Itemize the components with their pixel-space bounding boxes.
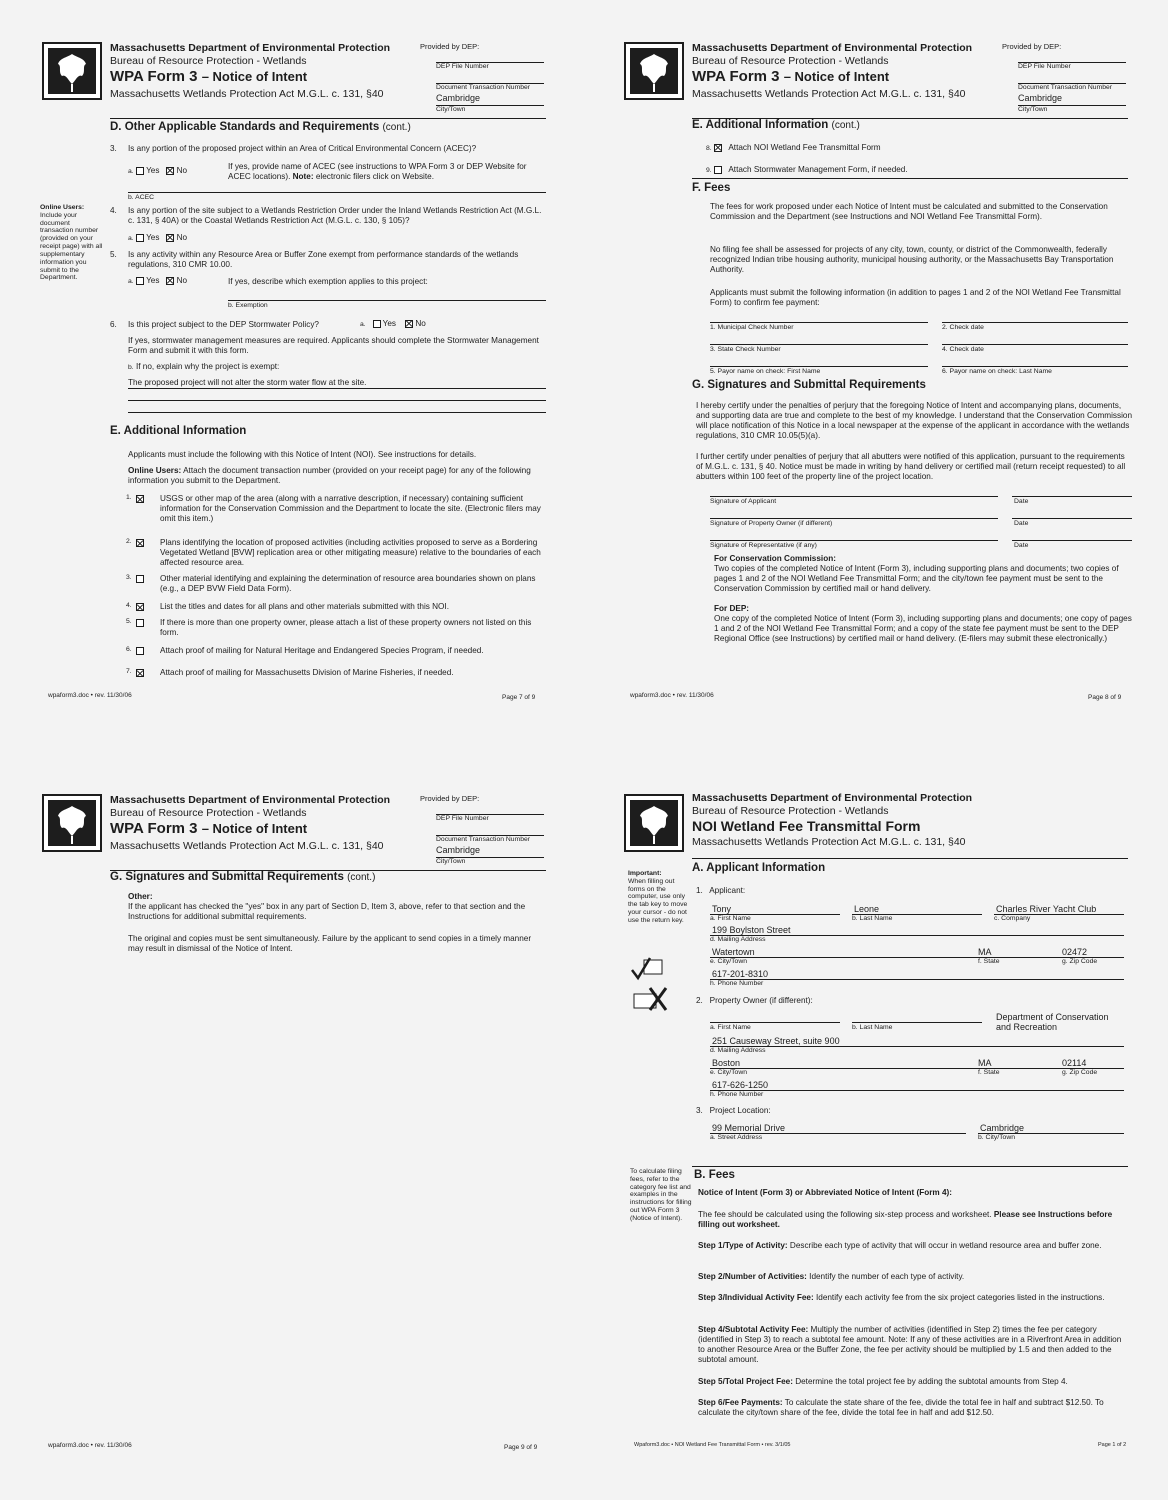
- rep-signature-label: Signature of Representative (if any): [710, 542, 817, 549]
- address-label: d. Mailing Address: [710, 936, 766, 943]
- noi-heading: Notice of Intent (Form 3) or Abbreviated Notice of Intent (Form 4):: [698, 1188, 952, 1197]
- q4-no-checkbox[interactable]: [166, 234, 174, 242]
- owner-state[interactable]: MA: [978, 1058, 992, 1068]
- e-item-5-checkbox[interactable]: [136, 619, 144, 627]
- location-city-label: b. City/Town: [978, 1134, 1016, 1141]
- owner-phone[interactable]: 617-626-1250: [712, 1080, 769, 1090]
- return-key-x-icon: [632, 986, 672, 1012]
- last-name-label: b. Last Name: [852, 915, 893, 922]
- applicant-address[interactable]: 199 Boylston Street: [712, 925, 791, 935]
- fees-paragraph-3: Applicants must submit the following information (in addition to pages 1 and 2 of the NOI Wetland Fee Transmittal Form) to confirm fee payment:: [710, 288, 1121, 307]
- applicant-signature-label: Signature of Applicant: [710, 498, 777, 505]
- page-7: Massachusetts Department of Environmental Protection Bureau of Resource Protection - Wetlands WPA Form 3 – Notice of Intent Massachusetts Wetlands Protection Act M.G.L. c. 131, §40 Provided by DEP: DEP File Number Document Transaction Number Cambridge City/Town D. Other Applicable Standards and Requirements (cont.) 3. Is any portion of the proposed project within an Area of Critical Environmental Concern (ACEC)? a. Yes No If yes, provide name of ACEC (see instructions to WPA Form 3 or DEP Website for ACEC locations). Note: electronic filers click on Website. b. ACEC Online Users: Include your document transaction number (provided on your receipt page) with all supplementary information you submit to the Department. 4. Is any portion of the site subject to a Wetlands Restriction Order under the Inland Wetlands Restriction Act (M.G.L. c. 131, § 40A) or the Coastal Wetlands Restriction Act (M.G.L. c. 130, § 105)? a. Yes No 5. Is any activity within any Resource Area or Buffer Zone exempt from performance standards of the wetlands regulations, 310 CMR 10.00. a. Yes No If yes, describe which exemption applies to this project: b. Exemption 6. Is this project subject to the DEP Stormwater Policy? a. Yes No If yes, stormwater management measures are required. Applicants should complete the Stormwater Management Form and submit it with this form. b. If no, explain why the project is exempt: The proposed project will not alter the storm water flow at the site. E. Additional Information Applicants must include the following with this Notice of Intent (NOI). See instructions for details. Online Users: Attach the document transaction number (provided on your receipt page) for any of the following information you submit to the Department. 1. USGS or other map of the area (along with a narrative description, if necessary) containing sufficient information for the Conservation Commission and the Department to locate the site. (Electronic filers may omit this item.) 2. Plans identifying the location of proposed activities (including activities proposed to serve as a Bordering Vegetated Wetland [BVW] replication area or other mitigating measure) relative to the boundaries of each affected resource area. 3. Other material identifying and explaining the determination of resource area boundaries shown on plans (e.g., a DEP BVW Field Data Form). 4. List the titles and dates for all plans and other materials submitted with this NOI. 5. If there is more than one property owner, please attach a list of these property owners not listed on this form. 6. Attach proof of mailing for Natural Heritage and Endangered Species Program, if needed. 7. Attach proof of mailing for Massachusetts Division of Marine Fisheries, if needed. wpaform3.doc • rev. 11/30/06 Page 7 of 9: [40, 38, 600, 758]
- step-1: Step 1/Type of Activity: Describe each type of activity that will occur in wetland resource area and buffer zone.: [698, 1241, 1102, 1250]
- owner-signature-field[interactable]: [710, 518, 998, 519]
- form-header: [40, 790, 600, 870]
- owner-date-label: Date: [1014, 520, 1029, 527]
- e-item-2-checkbox[interactable]: [136, 539, 144, 547]
- rep-date-field[interactable]: [1012, 540, 1132, 541]
- fee-transmittal-page: [622, 790, 1168, 1500]
- owner-city-label: e. City/Town: [710, 1069, 748, 1076]
- acec-field[interactable]: [128, 192, 546, 193]
- rule: [710, 1046, 1124, 1047]
- bureau-name: Bureau of Resource Protection - Wetlands: [692, 55, 889, 67]
- dep-logo: [624, 794, 684, 852]
- rule: [710, 1090, 1124, 1091]
- bureau-name: Bureau of Resource Protection - Wetlands: [692, 805, 889, 817]
- municipal-check-field[interactable]: [710, 322, 928, 323]
- step-2: Step 2/Number of Activities: Identify the number of each type of activity.: [698, 1272, 965, 1281]
- city-value: Cambridge: [436, 93, 481, 103]
- for-dep-heading: For DEP:: [714, 604, 750, 613]
- city-label: City/Town: [436, 105, 544, 114]
- project-city[interactable]: Cambridge: [980, 1123, 1025, 1133]
- fees-paragraph-1: The fees for work proposed under each Notice of Intent must be calculated and submitted to the Conservation Commission and the Department (see Instructions and NOI Wetland Fee Transmittal Form).: [710, 202, 1108, 221]
- q6-note: If yes, stormwater management measures are required. Applicants should complete the Stormwater Management Form and submit it with this form.: [128, 336, 539, 355]
- transaction-number-field[interactable]: Document Transaction Number: [436, 83, 544, 92]
- section-e-title: E. Additional Information: [110, 425, 247, 437]
- agency-name: Massachusetts Department of Environmental Protection: [692, 792, 973, 804]
- dep-logo: [42, 794, 102, 852]
- owner-last-name-label: b. Last Name: [852, 1024, 893, 1031]
- transaction-number-field[interactable]: Document Transaction Number: [1018, 83, 1126, 92]
- applicant-zip[interactable]: 02472: [1062, 947, 1088, 957]
- phone-label: h. Phone Number: [710, 980, 764, 987]
- owner-company[interactable]: Department of Conservation and Recreation: [996, 1012, 1109, 1033]
- e-item-7-checkbox[interactable]: [136, 669, 144, 677]
- applicant-last-name[interactable]: Leone: [854, 904, 880, 914]
- q6b-answer[interactable]: The proposed project will not alter the storm water flow at the site.: [128, 378, 367, 387]
- q6b-line-3: [128, 412, 546, 413]
- check-date-2-field[interactable]: [942, 322, 1128, 323]
- q3-yes-note: If yes, provide name of ACEC (see instructions to WPA Form 3 or DEP Website for ACEC locations). Note: electronic filers click on Website.: [228, 162, 527, 181]
- owner-state-label: f. State: [978, 1069, 1000, 1076]
- rep-date-label: Date: [1014, 542, 1029, 549]
- form-title: WPA Form 3 – Notice of Intent: [110, 68, 308, 85]
- owner-address-label: d. Mailing Address: [710, 1047, 766, 1054]
- important-note: Important: When filling out forms on the computer, use only the tab key to move your cursor - do not use the return key.: [628, 870, 688, 924]
- check-date-4-field[interactable]: [942, 344, 1128, 345]
- step-4: Step 4/Subtotal Activity Fee: Multiply the number of activities (identified in Step 2) times the fee per category (identified in Step 3) to reach a subtotal fee amount. Note: If any of these activities are in a Riverfront Area in addition to another Resource Area or the Buffer Zone, the fee per activity should be multiplied by 1.5 and then added to the subtotal amount.: [698, 1325, 1122, 1364]
- exemption-field[interactable]: [228, 300, 546, 301]
- e-item-4-checkbox[interactable]: [136, 603, 144, 611]
- e-item-1-checkbox[interactable]: [136, 495, 144, 503]
- section-g-title: G. Signatures and Submittal Requirements (cont.): [110, 871, 376, 883]
- for-cc-heading: For Conservation Commission:: [714, 554, 836, 563]
- applicant-date-field[interactable]: [1012, 496, 1132, 497]
- applicant-city[interactable]: Watertown: [712, 947, 755, 957]
- section-f-title: F. Fees: [692, 182, 731, 194]
- q3-answer: a. Yes No: [128, 166, 188, 175]
- certification-paragraph: I hereby certify under the penalties of perjury that the foregoing Notice of Intent and accompanying plans, documents, and supporting data are true and complete to the best of my knowledge. I understand that the Conservation Commission will place notification of this Notice in a local newspaper at the expense of the applicant in accordance with the wetlands regulations, 310 CMR 10.05(5)(a).: [696, 401, 1133, 440]
- other-heading: Other:: [128, 892, 153, 901]
- e-item-9-checkbox[interactable]: [714, 166, 722, 174]
- q3-no-checkbox[interactable]: [166, 167, 174, 175]
- section-d-title: D. Other Applicable Standards and Requirements (cont.): [110, 121, 411, 133]
- abutters-paragraph: I further certify under penalties of perjury that all abutters were notified of this application, pursuant to the requirements of M.G.L. c. 131, § 40. Notice must be made in writing by hand delivery or certified mail (return receipt requested) to all abutters within 100 feet of the property line of the project location.: [696, 452, 1126, 481]
- q6b-line-1: [128, 388, 546, 389]
- calc-note: To calculate filing fees, refer to the category fee list and examples in the instructions for filling out WPA Form 3 (Notice of Intent).: [630, 1168, 692, 1222]
- act-citation: Massachusetts Wetlands Protection Act M.G.L. c. 131, §40: [110, 840, 384, 852]
- first-name-label: a. First Name: [710, 915, 751, 922]
- other-text: If the applicant has checked the "yes" box in any part of Section D, Item 3, above, refer to that section and the Instructions for additional submittal requirements.: [128, 902, 526, 921]
- payor-last-field[interactable]: [942, 366, 1128, 367]
- q4-yes-checkbox[interactable]: [136, 234, 144, 242]
- state-check-label: 3. State Check Number: [710, 346, 781, 353]
- e-item-8: 8. Attach NOI Wetland Fee Transmittal Form: [706, 143, 881, 152]
- exemption-label: b. Exemption: [228, 302, 268, 309]
- footer-page-number: Page 8 of 9: [1088, 694, 1122, 701]
- rule: [710, 935, 1124, 936]
- location-heading: 3. Project Location:: [696, 1106, 771, 1115]
- timing-paragraph: The original and copies must be sent simultaneously. Failure by the applicant to send copies in a timely manner may result in dismissal of the Notice of Intent.: [128, 934, 532, 953]
- municipal-check-label: 1. Municipal Check Number: [710, 324, 794, 331]
- zip-label: g. Zip Code: [1062, 958, 1098, 965]
- payor-last-label: 6. Payor name on check: Last Name: [942, 368, 1052, 375]
- section-rule: [692, 1166, 1128, 1167]
- applicant-first-name[interactable]: Tony: [712, 904, 732, 914]
- footer-page-number: Page 9 of 9: [504, 1444, 538, 1451]
- dep-file-number-field[interactable]: DEP File Number: [436, 62, 544, 71]
- dep-logo: [42, 42, 102, 100]
- q5-no-checkbox[interactable]: [166, 277, 174, 285]
- street-label: a. Street Address: [710, 1134, 763, 1141]
- footer-page-number: Page 7 of 9: [502, 694, 536, 701]
- city-value: Cambridge: [436, 845, 481, 855]
- acec-label: b. ACEC: [128, 194, 155, 201]
- act-citation: Massachusetts Wetlands Protection Act M.G.L. c. 131, §40: [692, 88, 966, 100]
- city-label: City/Town: [1018, 105, 1126, 114]
- page-8: [622, 38, 1168, 758]
- provided-by-label: Provided by DEP:: [420, 794, 480, 803]
- q5-yes-note: If yes, describe which exemption applies to this project:: [228, 277, 428, 286]
- q5-answer: a. Yes No: [128, 276, 188, 285]
- tab-key-check-icon: [630, 956, 664, 982]
- state-check-field[interactable]: [710, 344, 928, 345]
- section-rule: [110, 118, 546, 119]
- bureau-name: Bureau of Resource Protection - Wetlands: [110, 55, 307, 67]
- applicant-date-label: Date: [1014, 498, 1029, 505]
- provided-by-label: Provided by DEP:: [1002, 42, 1062, 51]
- rule: [710, 1022, 840, 1023]
- step-3: Step 3/Individual Activity Fee: Identify each activity fee from the six project categories listed in the instructions.: [698, 1293, 1105, 1302]
- e-item-6-checkbox[interactable]: [136, 647, 144, 655]
- rule: [852, 1022, 982, 1023]
- section-a-title: A. Applicant Information: [692, 862, 826, 874]
- owner-address[interactable]: 251 Causeway Street, suite 900: [712, 1036, 840, 1046]
- owner-city[interactable]: Boston: [712, 1058, 741, 1068]
- section-b-title: B. Fees: [694, 1169, 735, 1181]
- payor-first-field[interactable]: [710, 366, 928, 367]
- owner-zip[interactable]: 02114: [1062, 1058, 1087, 1068]
- footer-page-number: Page 1 of 2: [1098, 1442, 1127, 1448]
- provided-by-label: Provided by DEP:: [420, 42, 480, 51]
- section-rule: [692, 178, 1128, 179]
- fee-intro: The fee should be calculated using the following six-step process and worksheet. Please see Instructions before filling out worksheet.: [698, 1210, 1113, 1229]
- section-rule: [692, 858, 1128, 859]
- section-g-title: G. Signatures and Submittal Requirements: [692, 379, 926, 391]
- check-date-4-label: 4. Check date: [942, 346, 984, 353]
- q6b-line-2: [128, 400, 546, 401]
- e-intro: Applicants must include the following with this Notice of Intent (NOI). See instructions for details.: [128, 450, 477, 459]
- act-citation: Massachusetts Wetlands Protection Act M.G.L. c. 131, §40: [110, 88, 384, 100]
- owner-signature-label: Signature of Property Owner (if different): [710, 520, 833, 527]
- city-label: e. City/Town: [710, 958, 748, 965]
- q6-answer: a. Yes No: [360, 319, 426, 328]
- rep-signature-field[interactable]: [710, 540, 998, 541]
- for-cc-text: Two copies of the completed Notice of Intent (Form 3), including supporting plans and documents; two copies of pages 1 and 2 of the NOI Wetland Fee Transmittal Form; and the city/town fee payment must be sent to the Conservation Commission by certified mail or hand delivery.: [714, 564, 1119, 593]
- e-item-3-checkbox[interactable]: [136, 575, 144, 583]
- agency-name: Massachusetts Department of Environmental Protection: [110, 42, 391, 54]
- applicant-heading: 1. Applicant:: [696, 886, 746, 895]
- project-street[interactable]: 99 Memorial Drive: [712, 1123, 786, 1133]
- check-date-2-label: 2. Check date: [942, 324, 984, 331]
- form-title: WPA Form 3 – Notice of Intent: [692, 68, 890, 85]
- q4-answer: a. Yes No: [128, 233, 188, 242]
- applicant-company[interactable]: Charles River Yacht Club: [996, 904, 1097, 914]
- agency-name: Massachusetts Department of Environmental Protection: [110, 794, 391, 806]
- form-title: WPA Form 3 – Notice of Intent: [110, 820, 308, 837]
- form-header: [40, 38, 600, 118]
- footer-left: wpaform3.doc • rev. 11/30/06: [630, 692, 714, 699]
- q3-yes-checkbox[interactable]: [136, 167, 144, 175]
- city-value: Cambridge: [1018, 93, 1063, 103]
- dep-logo: [624, 42, 684, 100]
- state-label: f. State: [978, 958, 1000, 965]
- applicant-state[interactable]: MA: [978, 947, 992, 957]
- applicant-phone[interactable]: 617-201-8310: [712, 969, 769, 979]
- e-item-9: 9. Attach Stormwater Management Form, if needed.: [706, 165, 908, 174]
- rule: [710, 979, 1124, 980]
- transaction-number-field[interactable]: Document Transaction Number: [436, 835, 544, 844]
- owner-zip-label: g. Zip Code: [1062, 1069, 1098, 1076]
- fee-form-title: NOI Wetland Fee Transmittal Form: [692, 818, 921, 834]
- dep-file-number-field[interactable]: DEP File Number: [1018, 62, 1126, 71]
- step-6: Step 6/Fee Payments: To calculate the state share of the fee, divide the total fee in half and subtract $12.50. To calculate the city/town share of the fee, divide the total fee in half and add $12.50.: [698, 1398, 1104, 1417]
- act-citation: Massachusetts Wetlands Protection Act M.G.L. c. 131, §40: [692, 836, 966, 848]
- q6b-prompt: b. If no, explain why the project is exempt:: [128, 362, 280, 371]
- form-header: [622, 38, 1168, 118]
- agency-name: Massachusetts Department of Environmental Protection: [692, 42, 973, 54]
- section-e-title: E. Additional Information (cont.): [692, 119, 860, 131]
- company-label: c. Company: [994, 915, 1031, 922]
- footer-left: Wpaform3.doc • NOI Wetland Fee Transmittal Form • rev. 3/1/05: [634, 1442, 791, 1448]
- owner-date-field[interactable]: [1012, 518, 1132, 519]
- for-dep-text: One copy of the completed Notice of Intent (Form 3), including supporting plans and documents; one copy of pages 1 and 2 of the NOI Wetland Fee Transmittal Form; and a copy of the state fee payment must be sent to the DEP Regional Office (see Instructions) by certified mail or hand delivery. (E-filers may submit these electronically.): [714, 614, 1132, 643]
- city-label: City/Town: [436, 857, 544, 866]
- q5-yes-checkbox[interactable]: [136, 277, 144, 285]
- fees-paragraph-2: No filing fee shall be assessed for projects of any city, town, county, or district of the Commonwealth, federally recognized Indian tribe housing authority, municipal housing authority, or the Massachusetts Bay Transportation Authority.: [710, 245, 1114, 274]
- footer-left: wpaform3.doc • rev. 11/30/06: [48, 692, 132, 699]
- applicant-signature-field[interactable]: [710, 496, 998, 497]
- e-online-note: Online Users: Attach the document transaction number (provided on your receipt page) for any of the following information you submit to the Department.: [128, 466, 531, 485]
- payor-first-label: 5. Payor name on check: First Name: [710, 368, 821, 375]
- e-item-8-checkbox[interactable]: [714, 144, 722, 152]
- bureau-name: Bureau of Resource Protection - Wetlands: [110, 807, 307, 819]
- owner-heading: 2. Property Owner (if different):: [696, 996, 813, 1005]
- owner-phone-label: h. Phone Number: [710, 1091, 764, 1098]
- footer-left: wpaform3.doc • rev. 11/30/06: [48, 1442, 132, 1449]
- page-9: [40, 790, 600, 1500]
- q6-no-checkbox[interactable]: [405, 320, 413, 328]
- step-5: Step 5/Total Project Fee: Determine the total project fee by adding the subtotal amounts from Step 4.: [698, 1377, 1068, 1386]
- online-users-note: Online Users: Include your document transaction number (provided on your receipt page) with all supplementary information you submit to the Department.: [40, 204, 103, 282]
- dep-file-number-field[interactable]: DEP File Number: [436, 814, 544, 823]
- q6-yes-checkbox[interactable]: [373, 320, 381, 328]
- owner-first-name-label: a. First Name: [710, 1024, 751, 1031]
